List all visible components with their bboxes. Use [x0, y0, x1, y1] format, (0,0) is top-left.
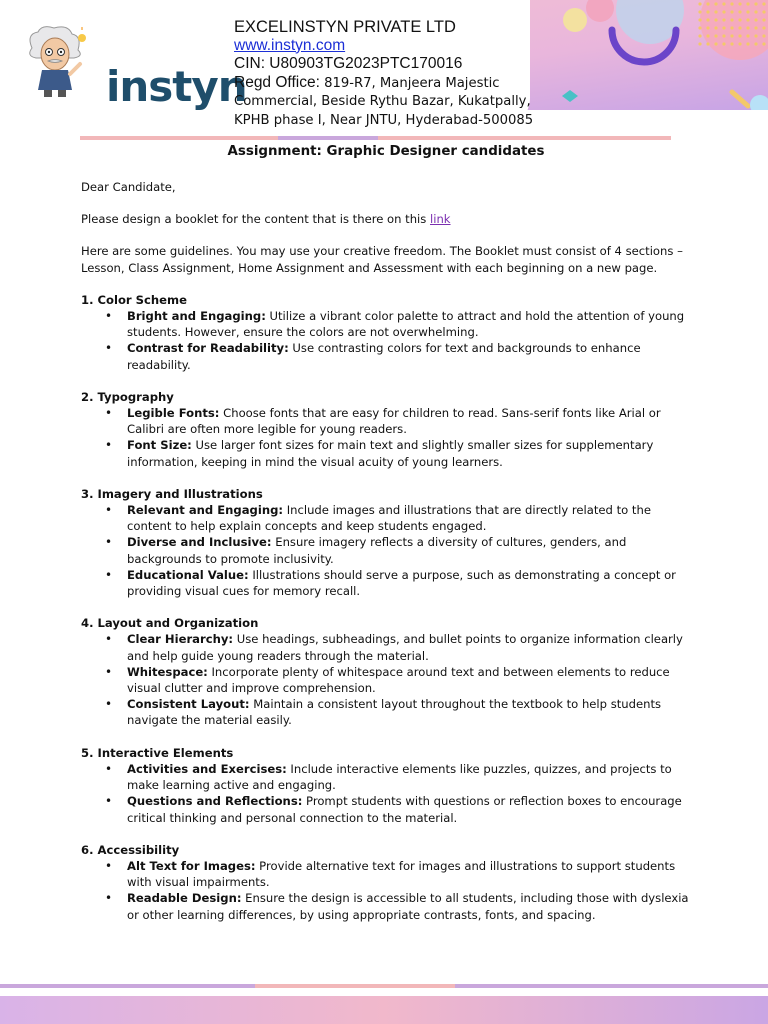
- office-address-line-1: 819-R7, Manjeera Majestic: [319, 75, 500, 91]
- document-body: [81, 143, 691, 939]
- list-item: • Activities and Exercises: Include interactive elements like puzzles, quizzes, and projects to make learning active and engaging.: [81, 761, 691, 793]
- list-item: • Relevant and Engaging: Include images and illustrations that are directly related to the content to help explain concepts and keep students engaged.: [81, 502, 691, 534]
- intro-text: Please design a booklet for the content that is there on this: [81, 212, 431, 227]
- list-item: • Bright and Engaging: Utilize a vibrant color palette to attract and hold the attention of young students. However, ensure the colors are not overwhelming.: [81, 308, 691, 340]
- header-divider: [80, 136, 671, 140]
- list-item: • Consistent Layout: Maintain a consistent layout throughout the textbook to help students navigate the material easily.: [81, 696, 691, 728]
- company-logo: [24, 24, 247, 111]
- list-item: • Diverse and Inclusive: Ensure imagery reflects a diversity of cultures, genders, and backgrounds to promote inclusivity.: [81, 534, 691, 566]
- document-title: Assignment: Graphic Designer candidates: [227, 144, 545, 159]
- content-link[interactable]: link: [430, 212, 451, 227]
- section-layout: [81, 615, 691, 728]
- list-item: • Clear Hierarchy: Use headings, subheadings, and bullet points to organize information clearly and help guide young readers through the material.: [81, 631, 691, 663]
- section-heading: 3. Imagery and Illustrations: [81, 486, 263, 501]
- intro-paragraph: [81, 211, 691, 227]
- section-heading: 6. Accessibility: [81, 842, 180, 857]
- office-address-line-2: Commercial, Beside Rythu Bazar, Kukatpally,: [234, 94, 531, 109]
- section-heading: 2. Typography: [81, 389, 174, 404]
- list-item: • Font Size: Use larger font sizes for main text and slightly smaller sizes for supplementary information, keeping in mind the visual acuity of young learners.: [81, 437, 691, 469]
- list-item: • Whitespace: Incorporate plenty of whitespace around text and between elements to reduce visual clutter and improve comprehension.: [81, 664, 691, 696]
- list-item: • Questions and Reflections: Prompt students with questions or reflection boxes to encourage critical thinking and personal connection to the material.: [81, 793, 691, 825]
- einstein-mascot-icon: [24, 24, 86, 100]
- logo-wordmark: instyn: [106, 62, 247, 111]
- section-heading: 5. Interactive Elements: [81, 745, 234, 760]
- footer-decoration: [0, 984, 768, 1024]
- registered-office: [234, 74, 533, 94]
- list-item: • Contrast for Readability: Use contrasting colors for text and backgrounds to enhance readability.: [81, 340, 691, 372]
- section-heading: 4. Layout and Organization: [81, 616, 259, 631]
- company-cin: CIN: U80903TG2023PTC170016: [234, 55, 463, 72]
- company-details: [234, 18, 533, 130]
- section-imagery: [81, 486, 691, 599]
- company-name: EXCELINSTYN PRIVATE LTD: [234, 18, 456, 36]
- list-item: • Legible Fonts: Choose fonts that are easy for children to read. Sans-serif fonts like Arial or Calibri are often more legible for young readers.: [81, 405, 691, 437]
- section-heading: 1. Color Scheme: [81, 292, 187, 307]
- guidelines-paragraph: Here are some guidelines. You may use your creative freedom. The Booklet must consist of 4 sections – Lesson, Class Assignment, Home Assignment and Assessment with each beginning on a new page.: [81, 244, 683, 275]
- list-item: • Educational Value: Illustrations should serve a purpose, such as demonstrating a concept or providing visual cues for memory recall.: [81, 567, 691, 599]
- section-accessibility: [81, 842, 691, 923]
- section-typography: [81, 389, 691, 470]
- company-website-link[interactable]: www.instyn.com: [234, 36, 346, 54]
- section-interactive: [81, 745, 691, 826]
- section-color-scheme: [81, 292, 691, 373]
- office-label: Regd Office:: [234, 73, 320, 91]
- office-address-line-3: KPHB phase I, Near JNTU, Hyderabad-500085: [234, 112, 534, 128]
- greeting: Dear Candidate,: [81, 180, 176, 194]
- list-item: • Readable Design: Ensure the design is accessible to all students, including those with dyslexia or other learning differences, by using appropriate contrasts, fonts, and spacing.: [81, 890, 691, 922]
- list-item: • Alt Text for Images: Provide alternative text for images and illustrations to support students with visual impairments.: [81, 858, 691, 890]
